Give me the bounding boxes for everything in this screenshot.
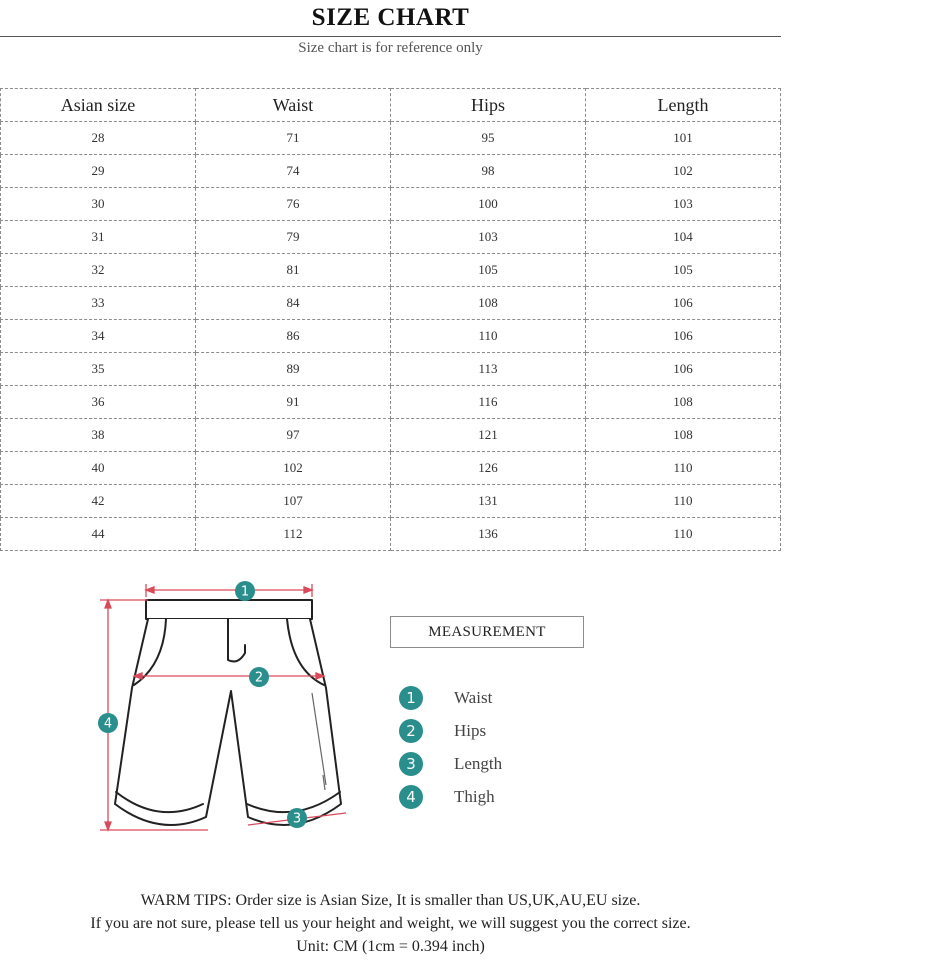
diagram-marker-4 [98,713,118,733]
table-cell: 108 [586,419,781,452]
unit-line: Unit: CM (1cm = 0.394 inch) [296,938,485,955]
table-cell: 79 [196,221,391,254]
table-cell: 91 [196,386,391,419]
table-cell: 106 [586,287,781,320]
table-cell: 103 [586,188,781,221]
table-cell: 110 [586,452,781,485]
table-cell: 110 [586,518,781,551]
waistband-shape [146,600,312,619]
column-header: Waist [196,89,391,122]
table-row [1,287,781,320]
table-cell: 32 [1,254,196,287]
table-cell: 100 [391,188,586,221]
table-cell: 29 [1,155,196,188]
table-cell: 40 [1,452,196,485]
table-row [1,386,781,419]
table-cell: 105 [391,254,586,287]
table-row [1,452,781,485]
column-header: Length [586,89,781,122]
number-1-icon: 1 [399,686,423,710]
suggestion-line: If you are not sure, please tell us your height and weight, we will suggest you the correct size. [90,915,691,932]
table-row [1,518,781,551]
number-2-icon: 2 [399,719,423,743]
table-cell: 102 [196,452,391,485]
table-cell: 28 [1,122,196,155]
legend-label: Hips [454,721,487,740]
table-cell: 108 [391,287,586,320]
table-header-row [1,89,781,122]
table-cell: 44 [1,518,196,551]
table-row [1,122,781,155]
table-cell: 76 [196,188,391,221]
table-cell: 71 [196,122,391,155]
title-divider [0,36,781,37]
page-title: SIZE CHART [311,4,470,31]
table-cell: 84 [196,287,391,320]
table-cell: 121 [391,419,586,452]
table-row [1,320,781,353]
table-cell: 106 [586,320,781,353]
table-cell: 108 [586,386,781,419]
table-row [1,485,781,518]
table-cell: 101 [586,122,781,155]
table-cell: 105 [586,254,781,287]
svg-text:1: 1 [240,584,250,600]
table-row [1,188,781,221]
table-cell: 33 [1,287,196,320]
table-cell: 86 [196,320,391,353]
diagram-marker-1 [235,581,255,601]
table-cell: 126 [391,452,586,485]
svg-text:2: 2 [254,670,264,686]
page-subtitle: Size chart is for reference only [298,40,483,56]
legend-label: Length [454,754,503,773]
table-cell: 113 [391,353,586,386]
table-cell: 112 [196,518,391,551]
column-header: Asian size [1,89,196,122]
warm-tips-line: WARM TIPS: Order size is Asian Size, It is smaller than US,UK,AU,EU size. [140,892,641,909]
table-cell: 97 [196,419,391,452]
table-cell: 136 [391,518,586,551]
shorts-diagram [90,575,370,840]
table-cell: 81 [196,254,391,287]
table-cell: 38 [1,419,196,452]
table-cell: 95 [391,122,586,155]
table-cell: 131 [391,485,586,518]
legend-label: Waist [454,688,493,707]
table-cell: 36 [1,386,196,419]
table-row [1,254,781,287]
diagram-marker-2 [249,667,269,687]
table-cell: 106 [586,353,781,386]
table-cell: 116 [391,386,586,419]
table-cell: 35 [1,353,196,386]
table-cell: 34 [1,320,196,353]
legend-label: Thigh [454,787,495,806]
table-cell: 110 [586,485,781,518]
table-row [1,221,781,254]
table-cell: 74 [196,155,391,188]
table-cell: 103 [391,221,586,254]
table-cell: 98 [391,155,586,188]
diagram-marker-3 [287,808,307,828]
number-3-icon: 3 [399,752,423,776]
measurement-heading: MEASUREMENT [390,616,584,648]
table-cell: 102 [586,155,781,188]
shorts-icon [115,600,341,825]
table-cell: 31 [1,221,196,254]
number-4-icon: 4 [399,785,423,809]
table-row [1,353,781,386]
svg-text:3: 3 [292,811,302,827]
table-cell: 42 [1,485,196,518]
table-cell: 30 [1,188,196,221]
table-cell: 89 [196,353,391,386]
table-row [1,419,781,452]
table-cell: 110 [391,320,586,353]
size-table [0,88,781,551]
table-body [1,122,781,551]
column-header: Hips [391,89,586,122]
table-cell: 104 [586,221,781,254]
svg-text:4: 4 [103,716,113,732]
table-cell: 107 [196,485,391,518]
table-row [1,155,781,188]
